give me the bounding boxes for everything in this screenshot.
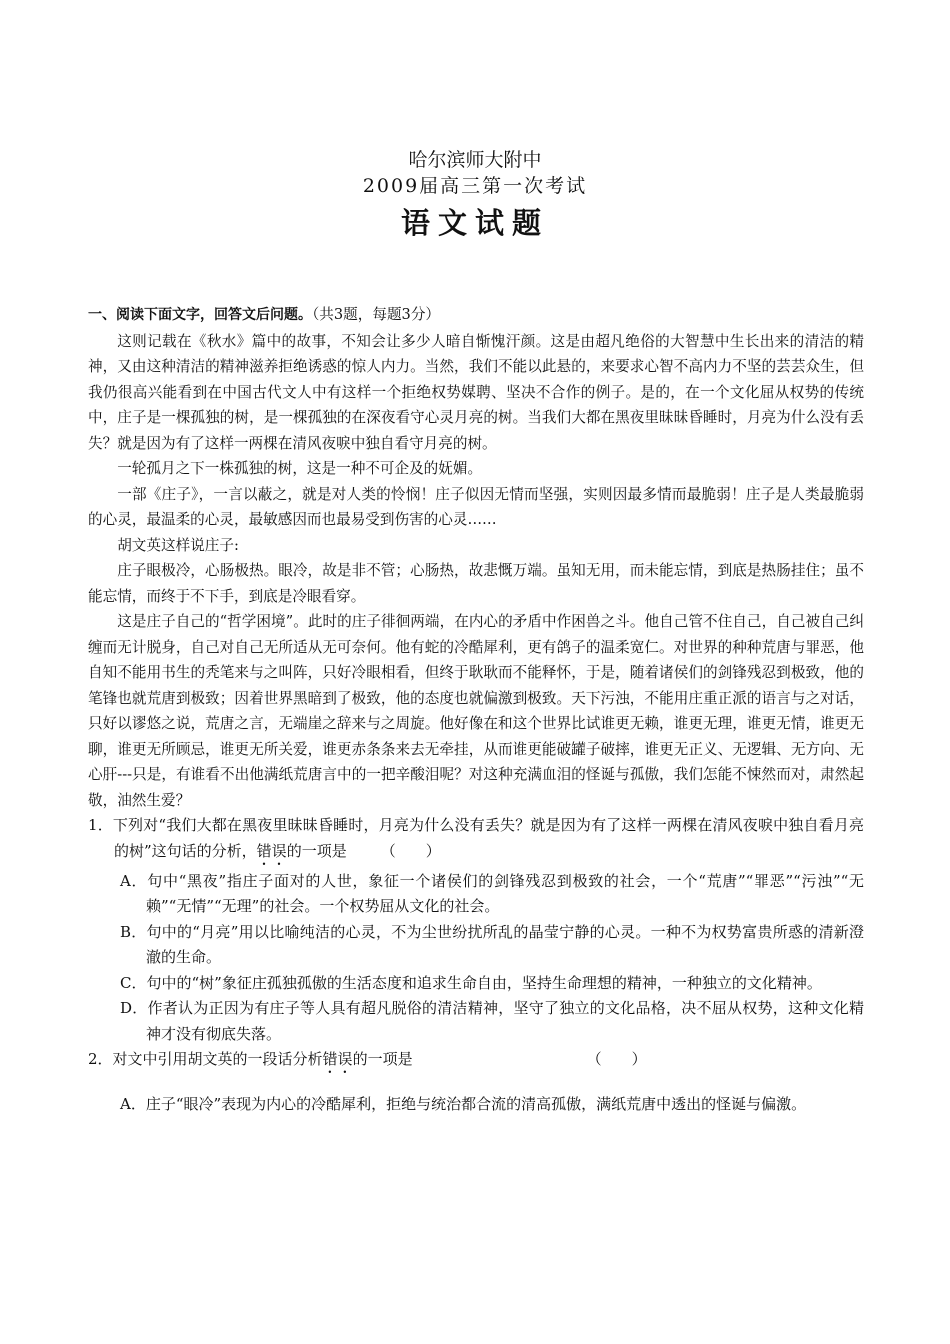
passage-paragraph: 这则记载在《秋水》篇中的故事，不知会让多少人暗自惭愧汗颜。这是由超凡绝俗的大智慧中生长出来的清洁的精神，又由这种清洁的精神滋养拒绝诱惑的惊人内力。当然，我们不能以此悬的，来要求心智不高内力不坚的芸芸众生，但我仍很高兴能看到在中国古代文人中有这样一个拒绝权势媒聘、坚决不合作的例子。是的，在一个文化屈从权势的传统中，庄子是一棵孤独的树，是一棵孤独的在深夜看守心灵月亮的树。当我们大都在黑夜里昧昧昏睡时，月亮为什么没有丢失？就是因为有了这样一两棵在清风夜唳中独自看守月亮的树。 [88,332,864,452]
exam-name: 2009届高三第一次考试 [362,175,588,197]
passage-paragraph: 这是庄子自己的“哲学困境”。此时的庄子徘徊两端，在内心的矛盾中作困兽之斗。他自己管不住自己，自己被自己纠缠而无计脱身，自己对自己无所适从无可奈何。他有蛇的冷酷犀利，更有鸽子的温柔宽仁。对世界的种种荒唐与罪恶，他自知不能用书生的秃笔来与之叫阵，只好冷眼相看，但终于耿耿而不能释怀，于是，随着诸侯们的剑锋残忍到极致，他的笔锋也就荒唐到极致；因着世界黑暗到了极致，他的态度也就偏激到极致。天下污浊，不能用庄重正派的语言与之对话，只好以谬悠之说，荒唐之言，无端崖之辞来与之周旋。他好像在和这个世界比试谁更无赖，谁更无理，谁更无情，谁更无聊，谁更无所顾忌，谁更无所关爱，谁更赤条条来去无牵挂，从而谁更能破罐子破摔，谁更无正义、无逻辑、无方向、无心肝---只是，有谁看不出他满纸荒唐言中的一把辛酸泪呢？对这种充满血泪的怪诞与孤傲，我们怎能不悚然而对，肃然起敬，油然生爱？ [88,613,864,809]
section-heading-text: 一、阅读下面文字，回答文后问题。 [88,307,312,323]
question-1-emphasis: 错误 [256,841,287,860]
question-1-option-c: C．句中的“树”象征庄孤独孤傲的生活态度和追求生命自由，坚持生命理想的精神，一种独立的文化精神。 [120,973,822,992]
paper-title: 语文试题 [400,206,549,240]
section-heading [88,302,864,329]
answer-blank[interactable]: （ ） [586,1050,647,1068]
question-2-option-a: A．庄子“眼冷”表现为内心的冷酷犀利，拒绝与统治都合流的清高孤傲，满纸荒唐中透出的怪诞与偏激。 [120,1095,807,1113]
spacer [88,1077,864,1085]
exam-body [88,302,864,1123]
passage-paragraph: 胡文英这样说庄子: [117,536,239,554]
passage-paragraph: 一轮孤月之下一株孤独的树，这是一种不可企及的妩媚。 [117,460,483,477]
question-2 [88,1047,864,1077]
question-1-option-a: A．句中“黑夜”指庄子面对的人世，象征一个诸侯们的剑锋残忍到极致的社会，一个“荒唐”“罪恶”“污浊”“无赖”“无情”“无理”的社会。一个权势屈从文化的社会。 [120,871,864,915]
question-1-stem-end: 的一项是 [286,841,347,860]
question-1 [88,813,864,869]
question-1-option-d: D．作者认为正因为有庄子等人具有超凡脱俗的清洁精神，坚守了独立的文化品格，决不屈从权势，这种文化精神才没有彻底失落。 [120,999,864,1043]
section-score-note: （共3题，每题3分） [312,306,441,323]
quoted-paragraph: 庄子眼极冷，心肠极热。眼冷，故是非不管；心肠热，故悲慨万端。虽知无用，而未能忘情，到底是热肠挂住；虽不能忘情，而终于不下手，到底是冷眼看穿。 [88,562,864,605]
question-2-stem: 2．对文中引用胡文英的一段话分析 [88,1050,323,1068]
passage-paragraph: 一部《庄子》，一言以蔽之，就是对人类的怜悯！庄子似因无情而坚强，实则因最多情而最脆弱！庄子是人类最脆弱的心灵，最温柔的心灵，最敏感因而也最易受到伤害的心灵…… [88,485,864,528]
school-name: 哈尔滨师大附中 [408,149,542,171]
answer-blank[interactable]: （ ） [380,841,441,860]
question-2-stem-end: 的一项是 [352,1050,413,1068]
question-1-option-b: B．句中的“月亮”用以比喻纯洁的心灵，不为尘世纷扰所乱的晶莹宁静的心灵。一种不为权势富贵所惑的清新澄澈的生命。 [120,922,864,966]
question-2-emphasis: 错误 [322,1050,353,1068]
question-1-stem: 1．下列对“我们大都在黑夜里昧昧昏睡时，月亮为什么没有丢失？就是因为有了这样一两棵在清风夜唳中独自看月亮的树”这句话的分析， [88,816,864,860]
